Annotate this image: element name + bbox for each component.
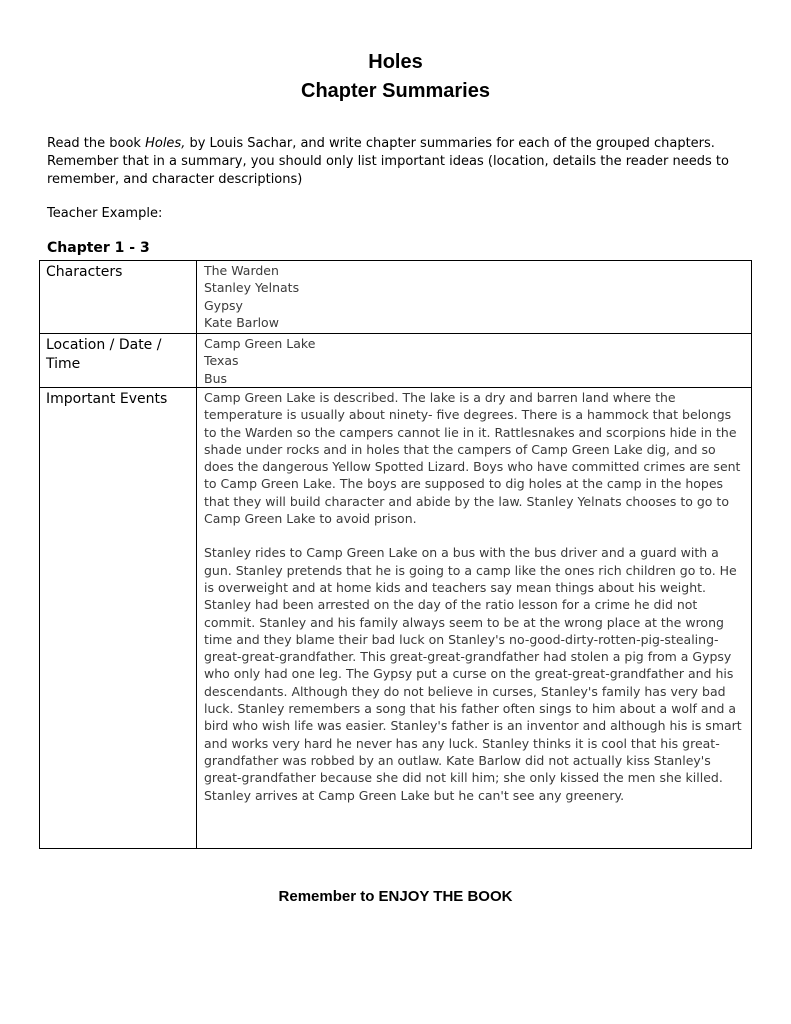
location-item: Texas bbox=[204, 353, 239, 369]
document-subtitle: Chapter Summaries bbox=[301, 80, 490, 102]
character-item: Kate Barlow bbox=[204, 314, 279, 330]
events-row bbox=[40, 388, 752, 849]
location-row bbox=[40, 334, 752, 388]
chapter-heading: Chapter 1 - 3 bbox=[47, 240, 150, 256]
characters-label: Characters bbox=[40, 261, 197, 334]
events-paragraph: Stanley rides to Camp Green Lake on a bus with the bus driver and a guard with a gun. Stanley pretends that he is going to a camp like the ones rich children go to. He is overweight and at home kids and teachers say mean things about his weight. Stanley had been arrested on the day of the ratio lesson for a crime he did not commit. Stanley and his family always seem to be at the wrong place at the wrong time and they blame their bad luck on Stanley's no-good-dirty-rotten-pig-stealing-great-great-grandfather. This great-great-grandfather had stolen a pig from a Gypsy who only had one leg. The Gypsy put a curse on the great-great-grandfather and his descendants. Although they do not believe in curses, Stanley's family has very bad luck. Stanley remembers a song that his father often sings to him about a wolf and a bird who wish life was easier. Stanley's father is an inventor and although his is smart and works very hard he never has any luck. Stanley thinks it is cool that his great-grandfather was robbed by an outlaw. Kate Barlow did not actually kiss Stanley's great-grandfather because she did not kill him; she only kissed the men she killed. Stanley arrives at Camp Green Lake but he can't see any greenery. bbox=[204, 545, 742, 803]
character-item: The Warden bbox=[204, 263, 279, 278]
teacher-example-label: Teacher Example: bbox=[47, 206, 163, 221]
characters-row bbox=[40, 261, 752, 334]
book-title: Holes, bbox=[145, 136, 186, 151]
characters-values bbox=[197, 261, 752, 334]
footer-reminder: Remember to ENJOY THE BOOK bbox=[278, 888, 513, 905]
intro-text-rest: by Louis Sachar, and write chapter summaries for each of the grouped chapters. Remember that in a summary, you should only list important ideas (location, details the reader needs to remember, and character descriptions) bbox=[47, 136, 729, 187]
events-label: Important Events bbox=[40, 388, 197, 849]
location-label: Location / Date / Time bbox=[40, 334, 197, 388]
events-values bbox=[197, 388, 752, 849]
instructions-paragraph bbox=[47, 135, 747, 189]
intro-text-start: Read the book bbox=[47, 136, 146, 151]
location-item: Camp Green Lake bbox=[204, 336, 316, 351]
chapter-summary-table bbox=[39, 260, 752, 849]
location-item: Bus bbox=[204, 370, 228, 386]
events-paragraph: Camp Green Lake is described. The lake is a dry and barren land where the temperature is usually about ninety- five degrees. There is a hammock that belongs to the Warden so the campers cannot lie in it. Rattlesnakes and scorpions hide in the shade under rocks and in holes that the campers of Camp Green Lake dig, and so does the dangerous Yellow Spotted Lizard. Boys who have committed crimes are sent to Camp Green Lake. The boys are supposed to dig holes at the camp in the hopes that they will build character and abide by the law. Stanley Yelnats chooses to go to Camp Green Lake to avoid prison. bbox=[204, 390, 741, 527]
character-item: Gypsy bbox=[204, 297, 243, 313]
document-title: Holes bbox=[368, 51, 423, 73]
location-values bbox=[197, 334, 752, 388]
character-item: Stanley Yelnats bbox=[204, 280, 300, 296]
